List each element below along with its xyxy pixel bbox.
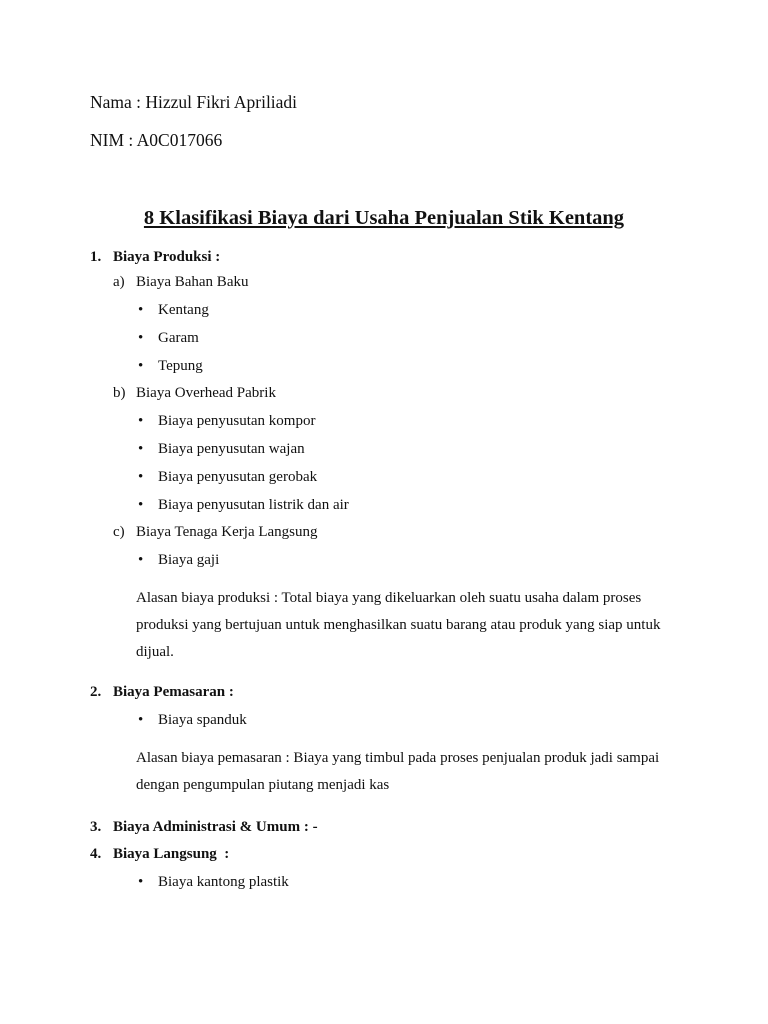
subsection-label: Biaya Tenaga Kerja Langsung [136, 524, 318, 540]
bullet-icon: • [138, 469, 144, 485]
subsection-marker: a) [113, 274, 125, 290]
page-title: 8 Klasifikasi Biaya dari Usaha Penjualan Stik Kentang [143, 207, 625, 229]
list-item: Biaya penyusutan gerobak [158, 469, 318, 485]
section-heading: Biaya Produksi : [113, 249, 221, 265]
list-item: Kentang [158, 302, 209, 318]
section-number: 1. [90, 249, 102, 265]
student-name: Nama : Hizzul Fikri Apriliadi [90, 92, 298, 112]
bullet-icon: • [138, 302, 144, 318]
section-number: 3. [90, 819, 102, 835]
section-number: 2. [90, 684, 102, 700]
list-item: Biaya penyusutan listrik dan air [158, 497, 349, 513]
bullet-icon: • [138, 874, 144, 890]
subsection-marker: c) [113, 524, 125, 540]
reason-paragraph: Alasan biaya produksi : Total biaya yang dikeluarkan oleh suatu usaha dalam proses produksi yang bertujuan untuk menghasilkan suatu barang atau produk yang siap untuk dijual. [136, 590, 661, 660]
list-item: Tepung [158, 358, 203, 374]
bullet-icon: • [138, 441, 144, 457]
bullet-icon: • [138, 497, 144, 513]
subsection-marker: b) [113, 385, 126, 401]
bullet-icon: • [138, 552, 144, 568]
bullet-icon: • [138, 330, 144, 346]
reason-paragraph: Alasan biaya pemasaran : Biaya yang timbul pada proses penjualan produk jadi sampai dengan pengumpulan piutang menjadi kas [136, 750, 660, 793]
bullet-icon: • [138, 358, 144, 374]
list-item: Biaya spanduk [158, 712, 247, 728]
subsection-label: Biaya Bahan Baku [136, 274, 249, 290]
subsection-label: Biaya Overhead Pabrik [136, 385, 276, 401]
list-item: Biaya penyusutan wajan [158, 441, 305, 457]
section-heading: Biaya Langsung : [113, 846, 230, 862]
list-item: Biaya penyusutan kompor [158, 413, 316, 429]
bullet-icon: • [138, 712, 144, 728]
list-item: Biaya gaji [158, 552, 220, 568]
student-nim: NIM : A0C017066 [90, 130, 223, 150]
section-heading: Biaya Administrasi & Umum : - [113, 819, 318, 835]
bullet-icon: • [138, 413, 144, 429]
section-heading: Biaya Pemasaran : [113, 684, 234, 700]
list-item: Garam [158, 330, 199, 346]
section-number: 4. [90, 846, 102, 862]
list-item: Biaya kantong plastik [158, 874, 289, 890]
